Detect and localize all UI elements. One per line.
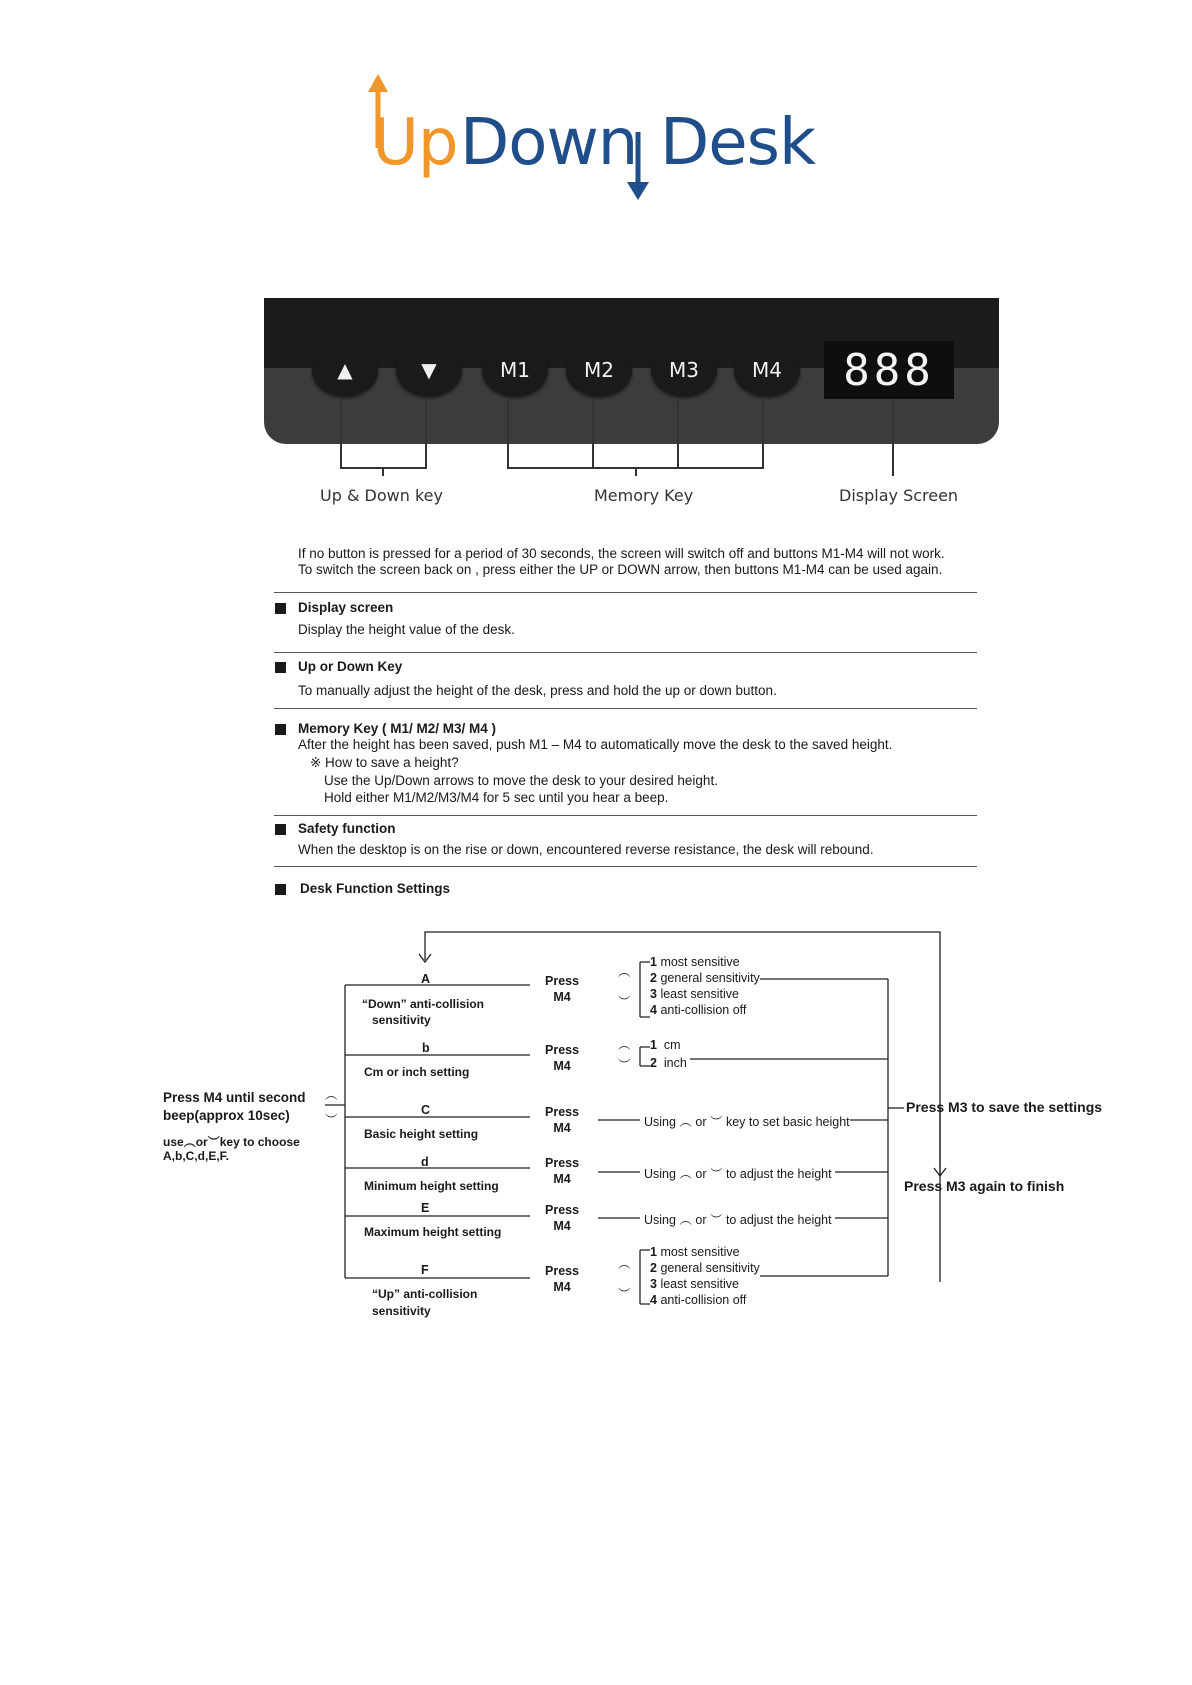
item-code: F xyxy=(421,1263,429,1277)
item-desc: sensitivity xyxy=(372,1304,431,1318)
down-key-icon[interactable]: ▼ xyxy=(396,344,462,396)
up-arc-icon: ︵ xyxy=(618,965,631,979)
intro-line-1: If no button is pressed for a period of 30 seconds, the screen will switch off and buttons M1-M4 will not work. xyxy=(298,546,945,561)
settings-section-title: Desk Function Settings xyxy=(300,881,451,896)
item-desc: Maximum height setting xyxy=(364,1225,502,1239)
press-m4-label: Press M4 xyxy=(545,1105,580,1135)
item-desc: sensitivity xyxy=(372,1013,431,1027)
up-arc-icon: ︵ xyxy=(618,1038,631,1052)
intro-line-2: To switch the screen back on , press either the UP or DOWN arrow, then buttons M1-M4 can be used again. xyxy=(298,562,943,577)
using-text-d: Using ︵ or ︶ to adjust the height xyxy=(644,1167,832,1181)
sens-option: 4 anti-collision off xyxy=(650,1293,747,1307)
sens-option: 3 least sensitive xyxy=(650,987,739,1001)
up-arc-icon: ︵ xyxy=(618,1257,631,1271)
flow-left-line-3: use︵or︶key to choose xyxy=(163,1135,300,1149)
sens-option: 2 general sensitivity xyxy=(650,971,760,985)
safety-section-title: Safety function xyxy=(298,821,396,836)
item-desc: Basic height setting xyxy=(364,1127,479,1141)
unit-option: 2 inch xyxy=(650,1056,687,1070)
memory-caption: Memory Key xyxy=(594,486,694,505)
press-m4-label: Press M4 xyxy=(545,974,580,1004)
sens-option: 1 most sensitive xyxy=(650,1245,740,1259)
item-code: b xyxy=(422,1041,430,1055)
item-code: d xyxy=(421,1155,429,1169)
up-key-icon[interactable]: ▲ xyxy=(312,344,378,396)
press-m4-label: Press M4 xyxy=(545,1203,580,1233)
save-settings-label: Press M3 to save the settings xyxy=(906,1099,1103,1115)
item-desc: Cm or inch setting xyxy=(364,1065,470,1079)
unit-option: 1 cm xyxy=(650,1038,681,1052)
updown-section-body: To manually adjust the height of the desk, press and hold the up or down button. xyxy=(298,683,777,698)
display-caption: Display Screen xyxy=(839,486,959,505)
item-code: A xyxy=(421,972,431,986)
flow-left-line-1: Press M4 until second xyxy=(163,1090,306,1105)
display-screen: 888 xyxy=(824,341,954,399)
memory-section-body: After the height has been saved, push M1 – M4 to automatically move the desk to the saved height. xyxy=(298,737,893,752)
m2-key[interactable]: M2 xyxy=(566,344,632,396)
flow-left-line-4: A,b,C,d,E,F. xyxy=(163,1149,229,1163)
sens-option: 4 anti-collision off xyxy=(650,1003,747,1017)
down-arc-icon: ︶ xyxy=(325,1113,338,1127)
sens-option: 3 least sensitive xyxy=(650,1277,739,1291)
flow-left-line-2: beep(approx 10sec) xyxy=(163,1108,290,1123)
using-text-c: Using ︵ or ︶ key to set basic height xyxy=(644,1115,850,1129)
press-m4-label: Press M4 xyxy=(545,1043,580,1073)
m1-key[interactable]: M1 xyxy=(482,344,548,396)
sens-option: 1 most sensitive xyxy=(650,955,740,969)
item-code: E xyxy=(421,1201,430,1215)
logo-down-text: Down xyxy=(460,106,638,180)
item-desc: Minimum height setting xyxy=(364,1179,499,1193)
display-section-body: Display the height value of the desk. xyxy=(298,622,515,637)
press-m4-label: Press M4 xyxy=(545,1264,580,1294)
finish-label: Press M3 again to finish xyxy=(904,1178,1065,1194)
logo-desk-text: Desk xyxy=(660,106,816,180)
down-arc-icon: ︶ xyxy=(618,995,631,1009)
memory-howto: ※ How to save a height? xyxy=(310,755,459,770)
item-code: C xyxy=(421,1103,431,1117)
item-desc: “Up” anti-collision xyxy=(372,1287,478,1301)
logo-up-text: Up xyxy=(372,106,458,180)
updown-caption: Up & Down key xyxy=(320,486,443,505)
up-arc-icon: ︵ xyxy=(325,1088,338,1102)
down-arc-icon: ︶ xyxy=(618,1058,631,1072)
using-text-e: Using ︵ or ︶ to adjust the height xyxy=(644,1213,832,1227)
sens-option: 2 general sensitivity xyxy=(650,1261,760,1275)
press-m4-label: Press M4 xyxy=(545,1156,580,1186)
item-desc: “Down” anti-collision xyxy=(362,997,484,1011)
memory-step-2: Hold either M1/M2/M3/M4 for 5 sec until you hear a beep. xyxy=(324,790,669,805)
memory-step-1: Use the Up/Down arrows to move the desk to your desired height. xyxy=(324,773,718,788)
down-arc-icon: ︶ xyxy=(618,1287,631,1301)
updown-section-title: Up or Down Key xyxy=(298,659,403,674)
display-section-title: Display screen xyxy=(298,600,394,615)
m4-key[interactable]: M4 xyxy=(734,344,800,396)
m3-key[interactable]: M3 xyxy=(651,344,717,396)
memory-section-title: Memory Key ( M1/ M2/ M3/ M4 ) xyxy=(298,721,497,736)
safety-section-body: When the desktop is on the rise or down, encountered reverse resistance, the desk will rebound. xyxy=(298,842,874,857)
